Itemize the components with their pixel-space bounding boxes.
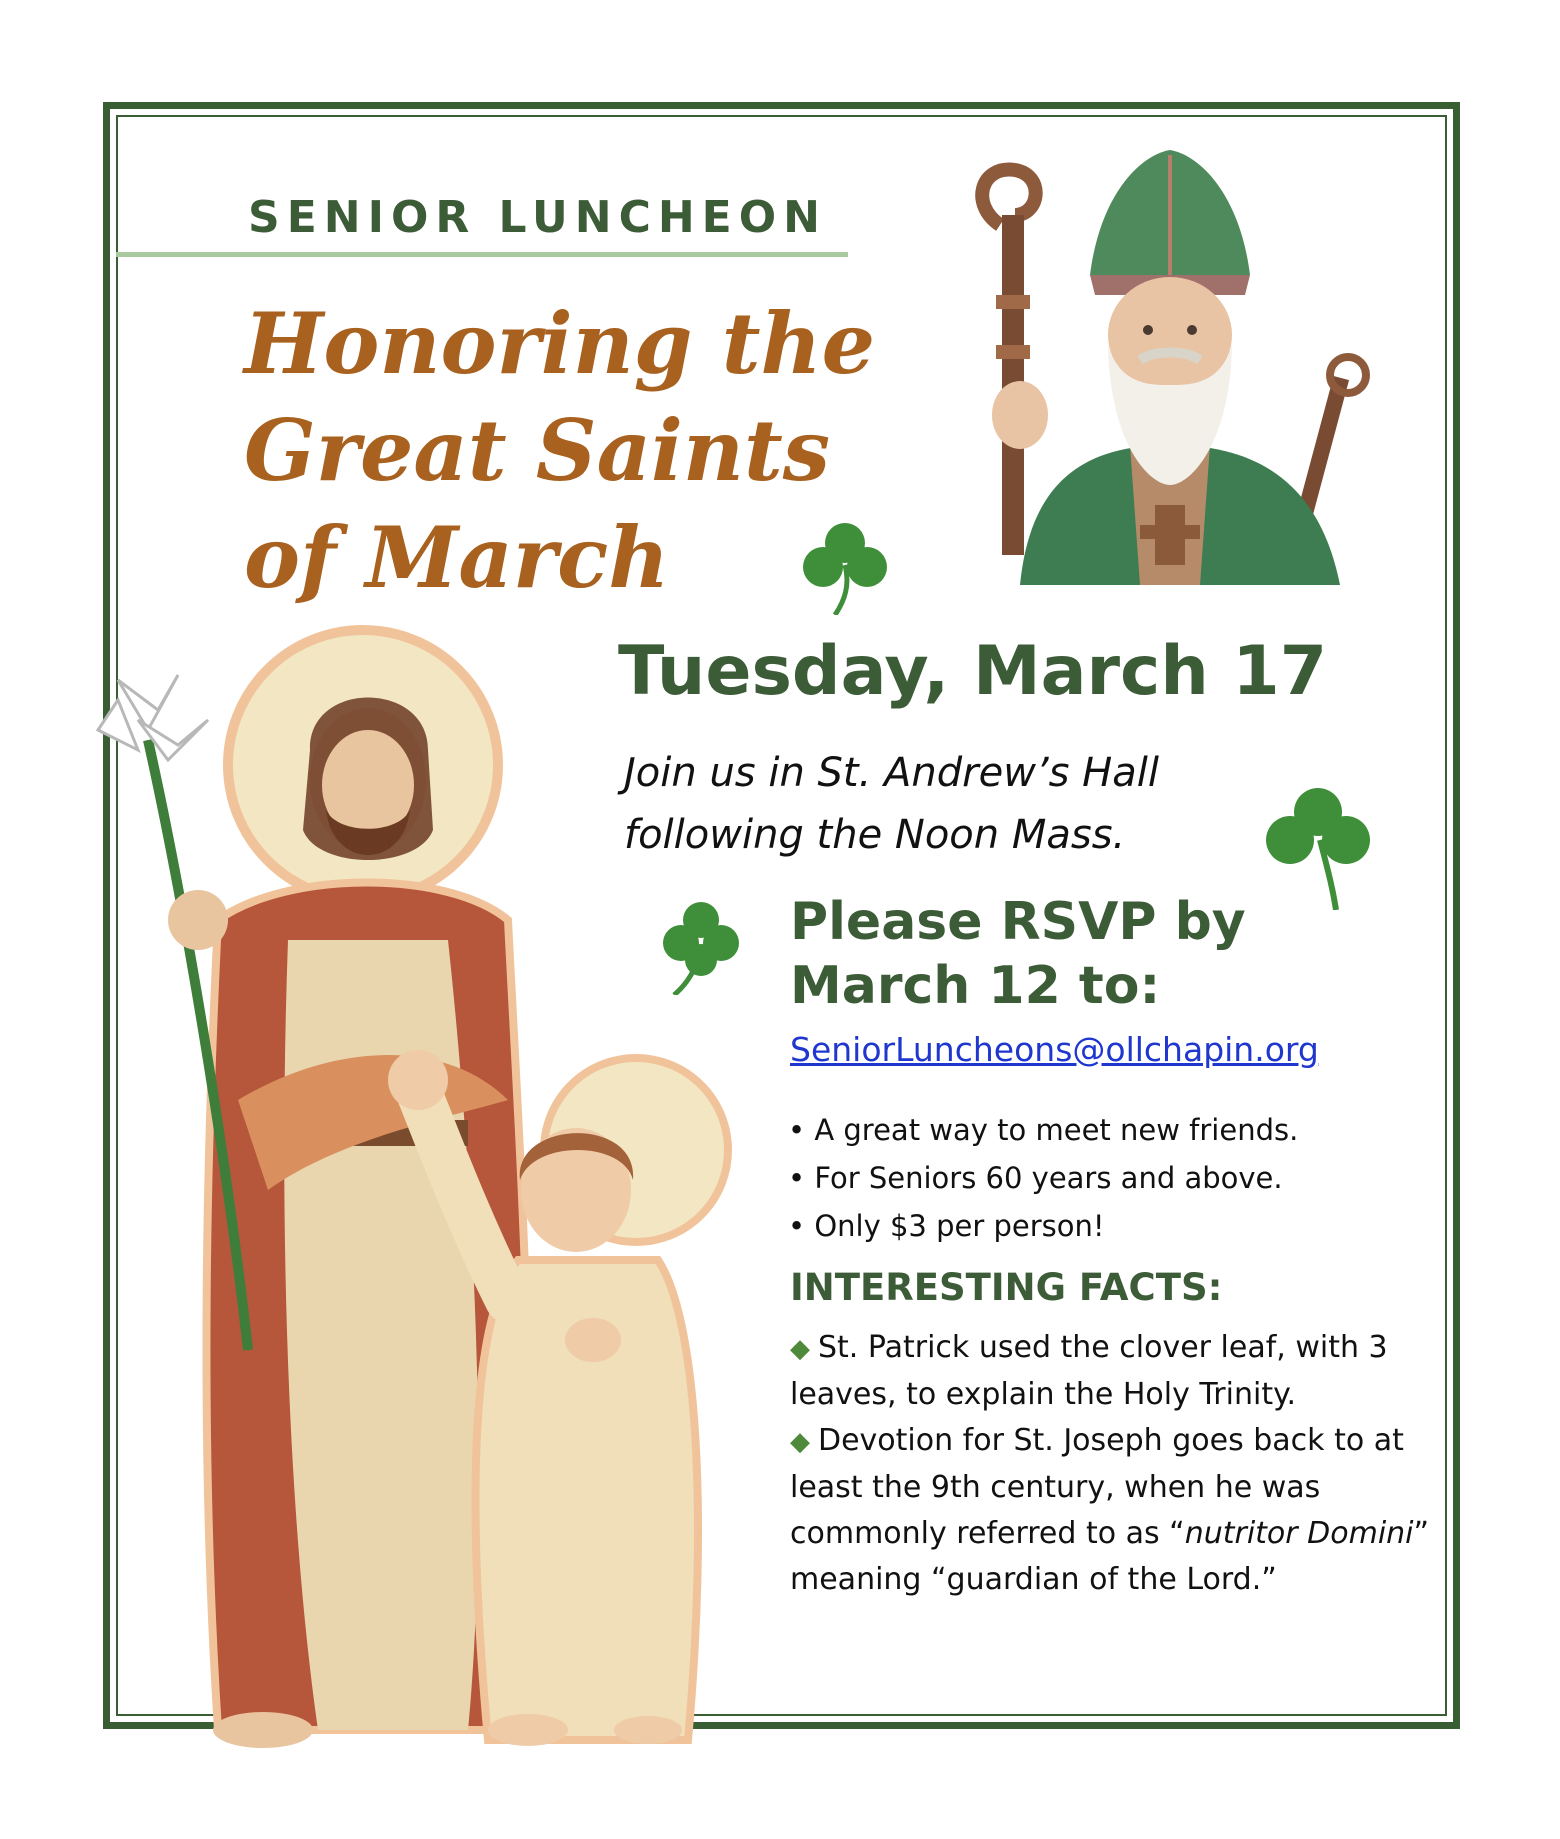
shamrock-icon — [656, 895, 746, 995]
facts-heading: INTERESTING FACTS: — [790, 1266, 1223, 1309]
event-date: Tuesday, March 17 — [618, 632, 1328, 711]
rsvp-email-link[interactable]: SeniorLuncheons@ollchapin.org — [790, 1030, 1319, 1069]
list-item: • For Seniors 60 years and above. — [788, 1154, 1298, 1202]
header-label: SENIOR LUNCHEON — [248, 192, 827, 243]
title-line-3: of March — [244, 508, 670, 607]
benefits-list — [788, 1106, 1298, 1250]
fact-latin-phrase: nutritor Domini — [1184, 1516, 1414, 1551]
rsvp-line-1: Please RSVP by — [790, 892, 1246, 952]
list-item: • Only $3 per person! — [788, 1202, 1298, 1250]
rsvp-line-2: March 12 to: — [790, 956, 1161, 1016]
venue-line-2: following the Noon Mass. — [624, 812, 1126, 858]
page-title — [244, 290, 884, 611]
shamrock-icon — [795, 515, 895, 615]
diamond-bullet-icon: ◆ — [790, 1427, 810, 1457]
fact-text: St. Patrick used the clover leaf, with 3 leaves, to explain the Holy Trinity. — [790, 1330, 1388, 1412]
event-venue — [624, 742, 1284, 866]
fact-item — [790, 1418, 1430, 1603]
title-line-2: Great Saints — [244, 401, 831, 500]
diamond-bullet-icon: ◆ — [790, 1334, 810, 1364]
fact-text-prefix: Devotion for St. Joseph goes back to at least the 9th century, when he was commonly referred to as “ — [790, 1423, 1404, 1551]
title-line-1: Honoring the — [244, 294, 876, 393]
saint-patrick-illustration — [940, 145, 1400, 585]
list-item: • A great way to meet new friends. — [788, 1106, 1298, 1154]
facts-list — [790, 1325, 1430, 1603]
header-rule — [116, 252, 848, 257]
venue-line-1: Join us in St. Andrew’s Hall — [624, 750, 1159, 796]
rsvp-heading — [790, 890, 1390, 1018]
fact-text-suffix: ” meaning “guardian of the Lord.” — [790, 1516, 1430, 1597]
fact-item — [790, 1325, 1430, 1418]
